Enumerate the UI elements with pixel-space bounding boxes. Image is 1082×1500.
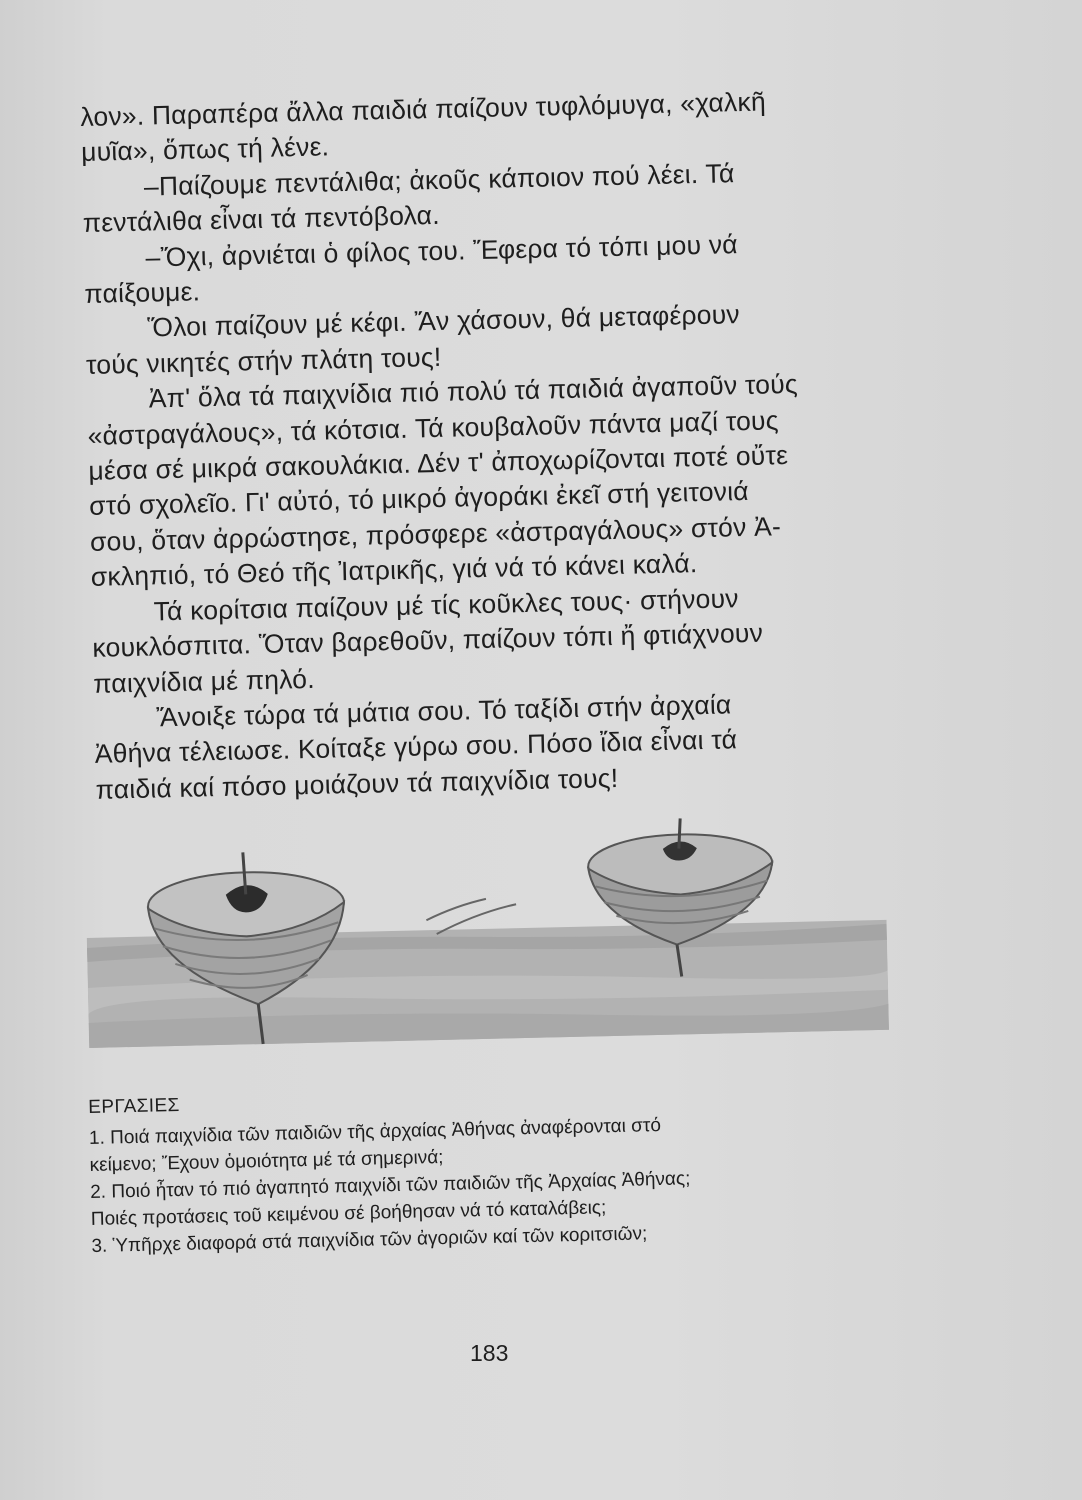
exercise-line: 2. Ποιό ἦταν τό πιό ἀγαπητό παιχνίδι τῶν παιδιῶν τῆς Ἀρχαίας Ἀθήνας; xyxy=(89,1168,691,1203)
exercises-heading: ΕΡΓΑΣΙΕΣ xyxy=(88,1094,180,1118)
body-line: Ἀθήνα τέλειωσε. Κοίταξε γύρω σου. Πόσο ἴδια εἶναι τά xyxy=(94,724,738,770)
spinning-tops-illustration xyxy=(84,800,889,1058)
body-line: Ὅλοι παίζουν μέ κέφι. Ἄν χάσουν, θά μεταφέρουν xyxy=(146,299,741,343)
exercises-section xyxy=(88,1076,892,1260)
page-number: 183 xyxy=(470,1340,509,1366)
body-line: «ἀστραγάλους», τά κότσια. Τά κουβαλοῦν πάντα μαζί τους xyxy=(87,404,779,451)
body-line: παίξουμε. xyxy=(84,276,201,309)
right-top-stem xyxy=(678,818,681,848)
body-line: Ἄνοιξε τώρα τά μάτια σου. Τό ταξίδι στήν ἀρχαία xyxy=(155,689,732,733)
body-line: –Ὄχι, ἀρνιέται ὁ φίλος του. Ἔφερα τό τόπι μου νά xyxy=(145,228,739,273)
body-line: μέσα σέ μικρά σακουλάκια. Δέν τ' ἀποχωρίζονται ποτέ οὔτε xyxy=(88,440,789,486)
body-line: λον». Παραπέρα ἄλλα παιδιά παίζουν τυφλόμυγα, «χαλκῆ xyxy=(80,86,767,132)
exercise-line: 1. Ποιά παιχνίδια τῶν παιδιῶν τῆς ἀρχαίας Ἀθήνας ἀναφέρονται στό xyxy=(88,1115,662,1149)
body-line: πεντάλιθα εἶναι τά πεντόβολα. xyxy=(82,200,441,239)
body-line: μυῖα», ὅπως τή λένε. xyxy=(80,131,330,168)
body-line: Ἀπ' ὅλα τά παιχνίδια πιό πολύ τά παιδιά ἀγαποῦν τούς xyxy=(148,369,799,414)
exercise-line: 3. Ὑπῆρχε διαφορά στά παιχνίδια τῶν ἀγοριῶν καί τῶν κοριτσιῶν; xyxy=(91,1223,648,1257)
body-line: τούς νικητές στήν πλάτη τους! xyxy=(85,341,442,380)
body-line: στό σχολεῖο. Γι' αὐτό, τό μικρό ἀγοράκι ἐκεῖ στή γειτονιά xyxy=(88,476,750,522)
body-line: σκληπιό, τό Θεό τῆς Ἰατρικῆς, γιά νά τό κάνει καλά. xyxy=(90,548,698,593)
exercise-line: Ποιές προτάσεις τοῦ κειμένου σέ βοήθησαν νά τό καταλάβεις; xyxy=(90,1197,607,1230)
body-line: –Παίζουμε πεντάλιθα; ἀκοῦς κάποιον πού λέει. Τά xyxy=(143,157,735,202)
body-line: κουκλόσπιτα. Ὅταν βαρεθοῦν, παίζουν τόπι ἤ φτιάχνουν xyxy=(92,617,764,663)
exercise-line: κείμενο; Ἔχουν ὁμοιότητα μέ τά σημερινά; xyxy=(89,1146,444,1176)
body-text xyxy=(80,82,896,808)
body-line: σου, ὅταν ἀρρώστησε, πρόσφερε «ἀστραγάλους» στόν Ἀ- xyxy=(89,511,782,557)
spinning-tops-drawing xyxy=(84,800,889,1058)
body-line: παιχνίδια μέ πηλό. xyxy=(92,663,316,699)
body-line: Τά κορίτσια παίζουν μέ τίς κοῦκλες τους· στήνουν xyxy=(153,582,739,627)
body-line: παιδιά καί πόσο μοιάζουν τά παιχνίδια τους! xyxy=(95,762,619,805)
